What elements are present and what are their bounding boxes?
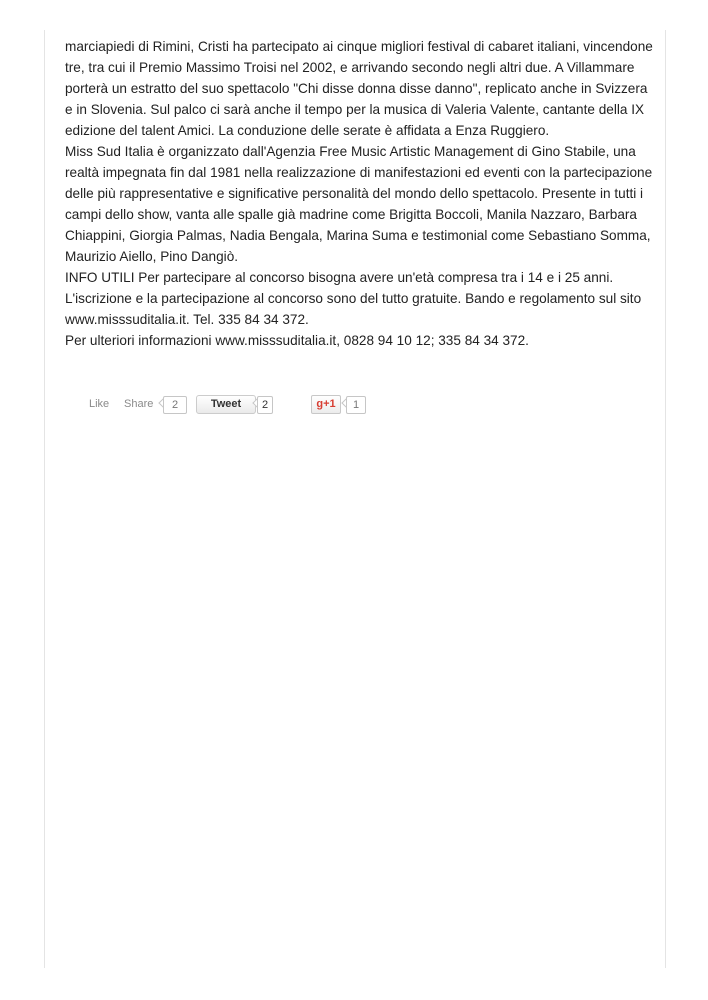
gplus-count: 1: [346, 396, 366, 414]
google-plus-button[interactable]: g+1: [311, 395, 341, 414]
facebook-count: 2: [163, 396, 187, 414]
facebook-like-button[interactable]: Like: [89, 398, 110, 410]
article-body: [65, 36, 653, 351]
page-container: [44, 30, 666, 968]
paragraph-info: INFO UTILI Per partecipare al concorso bisogna avere un'età compresa tra i 14 e i 25 anni. L'iscrizione e la partecipazione al concorso sono del tutto gratuite. Bando e regolamento sul sito www.misssuditalia.it. Tel. 335 84 34 372.: [65, 270, 642, 327]
social-share-bar: [89, 395, 389, 415]
paragraph-cabaret: marciapiedi di Rimini, Cristi ha partecipato ai cinque migliori festival di cabaret italiani, vincendone tre, tra cui il Premio Massimo Troisi nel 2002, e arrivando secondo negli altri due. A Villammare porterà un estratto del suo spettacolo "Chi disse donna disse danno", replicato anche in Svizzera e in Slovenia. Sul palco ci sarà anche il tempo per la musica di Valeria Valente, cantante della IX edizione del talent Amici. La conduzione delle serate è affidata a Enza Ruggiero.: [65, 39, 653, 138]
tweet-button[interactable]: Tweet: [196, 395, 256, 414]
paragraph-contacts: Per ulteriori informazioni www.misssuditalia.it, 0828 94 10 12; 335 84 34 372.: [65, 333, 529, 348]
tweet-count: 2: [257, 396, 273, 414]
paragraph-organizer: Miss Sud Italia è organizzato dall'Agenzia Free Music Artistic Management di Gino Stabile, una realtà impegnata fin dal 1981 nella realizzazione di manifestazioni ed eventi con la partecipazione delle più rappresentative e significative personalità del mondo dello spettacolo. Presente in tutti i campi dello show, vanta alle spalle già madrine come Brigitta Boccoli, Manila Nazzaro, Barbara Chiappini, Giorgia Palmas, Nadia Bengala, Marina Suma e testimonial come Sebastiano Somma, Maurizio Aiello, Pino Dangiò.: [65, 144, 653, 264]
facebook-share-button[interactable]: Share: [124, 398, 154, 410]
